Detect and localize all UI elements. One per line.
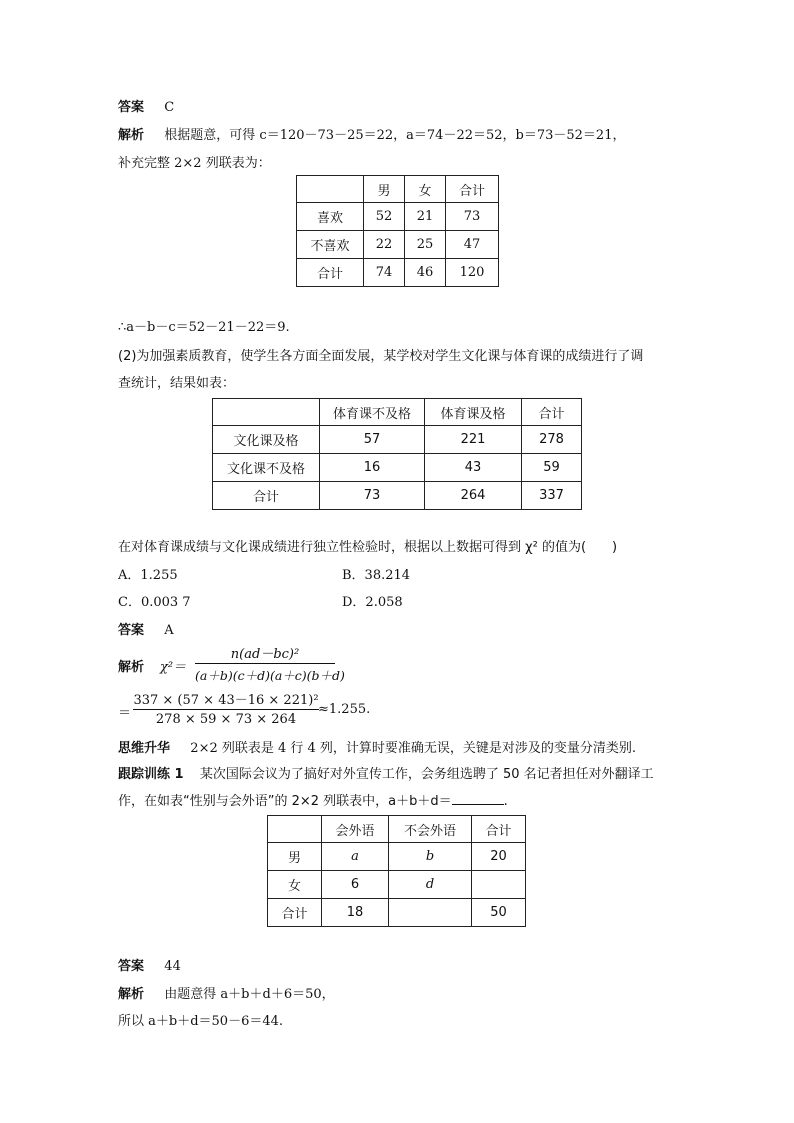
table-cell: 文化课及格 (213, 426, 320, 454)
practice-text-2-end: . (503, 794, 508, 809)
answer-value: 44 (164, 959, 181, 974)
table-cell: 喜欢 (297, 203, 364, 231)
answer-label: 答案 (118, 100, 145, 115)
table-cell: 18 (322, 899, 389, 927)
table-cell: 21 (405, 203, 446, 231)
answer-blank (452, 792, 504, 805)
table-cell: 46 (405, 259, 446, 287)
table-cell: 73 (446, 203, 499, 231)
table-cell: 文化课不及格 (213, 454, 320, 482)
fill-table-text: 补充完整 2×2 列联表为： (118, 156, 271, 171)
calc-denominator: 278 × 59 × 73 × 264 (155, 712, 297, 727)
table-cell: 25 (405, 231, 446, 259)
insight-text: 2×2 列联表是 4 行 4 列，计算时要准确无误，关键是对涉及的变量分清类别. (190, 741, 637, 756)
option-a: A．1.255 (118, 568, 178, 583)
table-cell: 男 (268, 843, 322, 871)
table-header-cell: 合计 (446, 176, 499, 203)
calc-numerator: 337 × (57 × 43－16 × 221)² (133, 693, 319, 708)
table-header-cell (213, 399, 320, 426)
table-cell: 57 (320, 426, 425, 454)
insight-label: 思维升华 (118, 741, 171, 756)
table-header-cell (268, 816, 322, 843)
table-cell: 6 (322, 871, 389, 899)
table-cell: 22 (364, 231, 405, 259)
answer-line-3 (118, 955, 181, 974)
practice-1-line-1 (118, 763, 654, 782)
chi-square-formula (195, 643, 345, 685)
analysis-text: 根据题意，可得 c＝120－73－25＝22，a＝74－22＝52，b＝73－52＝21， (164, 128, 626, 143)
problem-2-question: 在对体育课成绩与文化课成绩进行独立性检验时，根据以上数据可得到 χ² 的值为( ) (118, 540, 618, 555)
table-cell: 43 (425, 454, 522, 482)
table-cell: 337 (522, 482, 582, 510)
table-cell (389, 899, 472, 927)
insight-line (118, 737, 636, 756)
table-header-cell: 合计 (522, 399, 582, 426)
practice-1-line-2 (118, 790, 508, 809)
problem-2-stem-line-2: 查统计，结果如表： (118, 376, 236, 391)
table-cell: 264 (425, 482, 522, 510)
table-cell: 73 (320, 482, 425, 510)
table-cell: 不喜欢 (297, 231, 364, 259)
problem-2-stem-line-1: (2)为加强素质教育，使学生各方面全面发展，某学校对学生文化课与体育课的成绩进行了调 (118, 349, 644, 364)
gender-language-table (267, 815, 526, 927)
chi-square-lhs: χ²＝ (160, 660, 187, 675)
formula-denominator: (a＋b)(c＋d)(a＋c)(b＋d) (195, 668, 345, 683)
analysis-label: 解析 (118, 987, 145, 1002)
option-d: D．2.058 (342, 595, 403, 610)
table-header-cell: 男 (364, 176, 405, 203)
grades-table (212, 398, 582, 510)
table-cell: 52 (364, 203, 405, 231)
calc-equals: ＝ (118, 706, 132, 721)
practice-text-1: 某次国际会议为了搞好对外宣传工作，会务组选聘了 50 名记者担任对外翻译工 (199, 767, 654, 782)
analysis-line-3 (118, 983, 335, 1002)
answer-label: 答案 (118, 623, 145, 638)
answer-value: C (164, 100, 175, 115)
analysis-label: 解析 (118, 660, 145, 675)
table-header-cell: 女 (405, 176, 446, 203)
table-header-cell (297, 176, 364, 203)
analysis-text: 由题意得 a＋b＋d＋6＝50， (164, 987, 335, 1002)
table-cell: 20 (472, 843, 526, 871)
chi-square-calculation (133, 689, 319, 731)
answer-value: A (164, 623, 174, 638)
analysis-line-1 (118, 124, 625, 143)
answer-label: 答案 (118, 959, 145, 974)
formula-numerator: n(ad－bc)² (230, 647, 300, 662)
table-cell: 120 (446, 259, 499, 287)
option-c: C．0.003 7 (118, 595, 191, 610)
calc-result: ≈1.255. (318, 702, 371, 717)
table-header-cell: 不会外语 (389, 816, 472, 843)
answer-line-1 (118, 96, 174, 115)
table-header-cell: 体育课不及格 (320, 399, 425, 426)
table-cell: 女 (268, 871, 322, 899)
table-cell: 合计 (213, 482, 320, 510)
conclusion-line-3: 所以 a＋b＋d＝50－6＝44. (118, 1014, 284, 1029)
table-cell: 47 (446, 231, 499, 259)
table-cell: 合计 (268, 899, 322, 927)
table-cell: 221 (425, 426, 522, 454)
answer-line-2 (118, 619, 174, 638)
table-cell: 合计 (297, 259, 364, 287)
table-header-cell: 体育课及格 (425, 399, 522, 426)
table-cell (472, 871, 526, 899)
analysis-line-2 (118, 656, 144, 675)
table-cell: 50 (472, 899, 526, 927)
table-cell: 16 (320, 454, 425, 482)
practice-text-2: 作，在如表“性别与会外语”的 2×2 列联表中，a＋b＋d＝ (118, 794, 452, 809)
option-b: B．38.214 (342, 568, 411, 583)
table-cell: a (322, 843, 389, 871)
table-header-cell: 合计 (472, 816, 526, 843)
conclusion-line-1: ∴a－b－c＝52－21－22＝9. (118, 320, 290, 335)
table-cell: 74 (364, 259, 405, 287)
table-header-cell: 会外语 (322, 816, 389, 843)
analysis-label: 解析 (118, 128, 145, 143)
like-gender-table (296, 175, 499, 287)
table-cell: b (389, 843, 472, 871)
table-cell: 59 (522, 454, 582, 482)
practice-label: 跟踪训练 1 (118, 767, 184, 782)
table-cell: d (389, 871, 472, 899)
table-cell: 278 (522, 426, 582, 454)
